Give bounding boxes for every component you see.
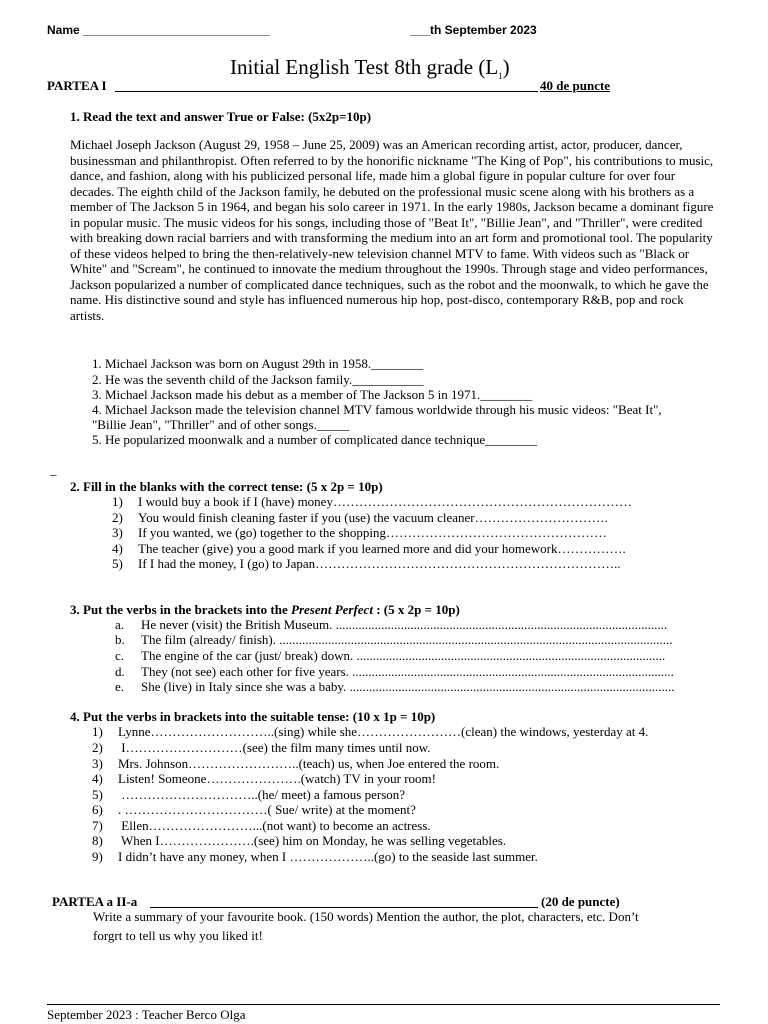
reading-passage: Michael Joseph Jackson (August 29, 1958 – June 25, 2009) was an American recording artist, actor, producer, dancer, businessman and philanthropist. Often referred to by the honorific nickname "The King of Pop", his contributions to music, dance, and fashion, along with his publicized personal life, made him a global figure in popular culture for over four decades. The eighth child of the Jackson family, he debuted on the professional music scene along with his brothers as a member of The Jackson 5 in 1964, and began his solo career in 1971. In the early 1980s, Jackson became a dominant figure in popular music. The music videos for his songs, including those of "Beat It", "Billie Jean", and "Thriller", were credited with breaking down racial barriers and with transforming the medium into an art form and promotional tool. The popularity of these videos helped to bring the then-relatively-new television channel MTV to fame. With videos such as "Black or White" and "Scream", he continued to innovate the medium throughout the 1990s. Through stage and video performances, Jackson popularized a number of complicated dance techniques, such as the robot and the moonwalk, to which he gave the name. His distinctive sound and style has influenced numerous hip hop, post-disco, contemporary R&B, pop and rock artists.: [70, 137, 714, 323]
tense-item-2: 2) I………………………(see) the film many times until now.: [92, 740, 431, 755]
writing-task-line-1: Write a summary of your favourite book. (150 words) Mention the author, the plot, characters, etc. Don’t: [93, 909, 639, 924]
tf-item-1: 1. Michael Jackson was born on August 29th in 1958.________: [92, 356, 424, 371]
tense-item-8: 8) When I………………….(see) him on Monday, he was selling vegetables.: [92, 833, 507, 848]
question-2-heading: 2. Fill in the blanks with the correct tense: (5 x 2p = 10p): [70, 479, 383, 494]
present-perfect-item-b: b. The film (already/ finish). .........................................................................................................................: [115, 632, 673, 647]
fill-item-5: 5) If I had the money, I (go) to Japan……………………………………………………………..: [112, 556, 621, 571]
tense-item-7: 7) Ellen……………………...(not want) to become an actress.: [92, 818, 431, 833]
fill-item-1: 1) I would buy a book if I (have) money……………………………………………………………: [112, 494, 632, 509]
question-1-heading: 1. Read the text and answer True or False: (5x2p=10p): [70, 109, 372, 124]
tense-item-1: 1) Lynne………………………..(sing) while she……………………(clean) the windows, yesterday at 4.: [92, 724, 649, 739]
tf-item-3: 3. Michael Jackson made his debut as a member of The Jackson 5 in 1971.________: [92, 387, 533, 402]
fill-item-2: 2) You would finish cleaning faster if you (use) the vacuum cleaner………………………….: [112, 510, 608, 525]
partea-1-rule: [115, 91, 538, 92]
tf-item-4: 4. Michael Jackson made the television channel MTV famous worldwide through his music videos: "Beat It",: [92, 402, 662, 417]
partea-1-points: 40 de puncte: [540, 78, 611, 93]
name-field-label: Name ____________________________: [47, 23, 270, 37]
tense-item-4: 4) Listen! Someone………………….(watch) TV in your room!: [92, 771, 436, 786]
question-4-heading: 4. Put the verbs in brackets into the suitable tense: (10 x 1p = 10p): [70, 709, 436, 724]
fill-item-4: 4) The teacher (give) you a good mark if you learned more and did your homework…………….: [112, 541, 626, 556]
tense-item-3: 3) Mrs. Johnson……………………..(teach) us, when Joe entered the room.: [92, 756, 500, 771]
stray-mark: _: [50, 462, 57, 477]
tense-item-9: 9) I didn’t have any money, when I ………………..(go) to the seaside last summer.: [92, 849, 538, 864]
tf-item-5: 5. He popularized moonwalk and a number of complicated dance technique________: [92, 432, 538, 447]
question-3-heading: 3. Put the verbs in the brackets into the Present Perfect : (5 x 2p = 10p): [70, 602, 460, 617]
writing-task-line-2: forgrt to tell us why you liked it!: [93, 928, 263, 943]
fill-item-3: 3) If you wanted, we (go) together to the shopping……………………………………………: [112, 525, 608, 540]
present-perfect-item-e: e. She (live) in Italy since she was a baby. ....................................................................................................: [115, 679, 675, 694]
partea-1-label: PARTEA I: [47, 78, 107, 93]
tense-item-6: 6) . ……………………………( Sue/ write) at the moment?: [92, 802, 416, 817]
partea-2-rule: [150, 907, 538, 908]
tf-item-2: 2. He was the seventh child of the Jackson family.___________: [92, 372, 424, 387]
footer-rule: [47, 1004, 720, 1005]
page-title: Initial English Test 8th grade $(L_1)$: [230, 55, 510, 82]
tense-item-5: 5) …………………………..(he/ meet) a famous person?: [92, 787, 406, 802]
partea-2-label: PARTEA a II-a: [52, 894, 138, 909]
partea-2-points: (20 de puncte): [541, 894, 620, 909]
footer-text: September 2023 : Teacher Berco Olga: [47, 1007, 246, 1022]
date-field-label: ___th September 2023: [410, 23, 537, 37]
present-perfect-item-a: a. He never (visit) the British Museum. ......................................................................................................: [115, 617, 668, 632]
present-perfect-item-d: d. They (not see) each other for five years. ...................................................................................................: [115, 664, 674, 679]
tf-item-4-cont: "Billie Jean", "Thriller" and of other songs._____: [92, 417, 350, 432]
present-perfect-item-c: c. The engine of the car (just/ break) down. ...............................................................................................: [115, 648, 666, 663]
